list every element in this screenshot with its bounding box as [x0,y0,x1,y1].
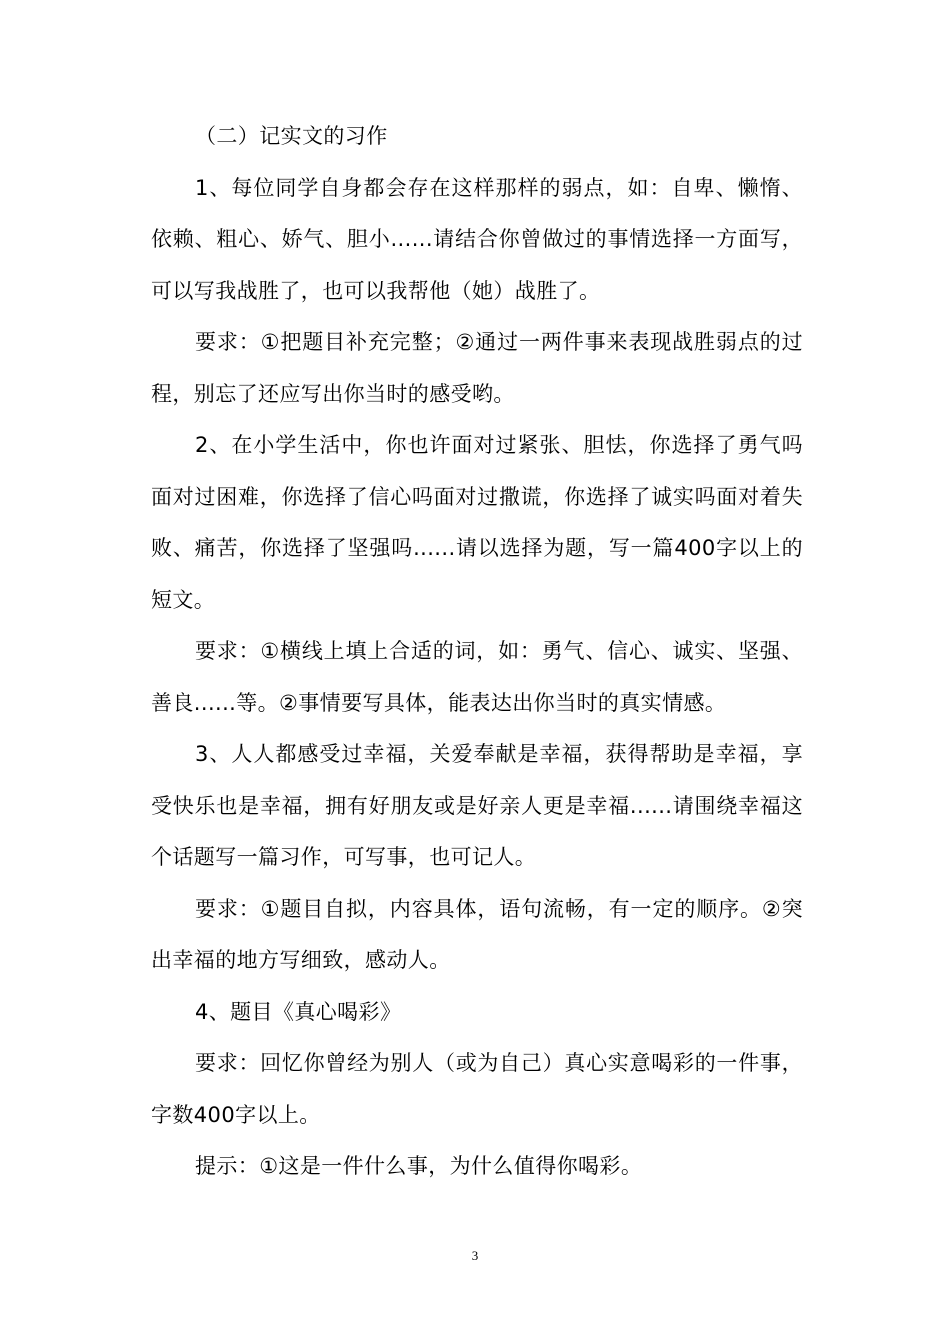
prompt-3: 3、人人都感受过幸福，关爱奉献是幸福，获得帮助是幸福，享受快乐也是幸福，拥有好朋友或是好亲人更是幸福......请围绕幸福这个话题写一篇习作，可写事，也可记人。 [151,742,803,869]
document-body [151,111,803,1193]
page-number: 3 [471,1248,479,1263]
requirement-2: 要求：①横线上填上合适的词，如：勇气、信心、诚实、坚强、善良......等。②事情要写具体，能表达出你当时的真实情感。 [151,639,803,715]
prompt-1: 1、每位同学自身都会存在这样那样的弱点，如：自卑、懒惰、依赖、粗心、娇气、胆小......请结合你曾做过的事情选择一方面写，可以写我战胜了，也可以我帮他（她）战胜了。 [151,175,803,303]
requirement-3: 要求：①题目自拟，内容具体，语句流畅，有一定的顺序。②突出幸福的地方写细致，感动人。 [151,896,803,972]
hint-4: 提示：①这是一件什么事，为什么值得你喝彩。 [195,1154,643,1178]
requirement-4: 要求：回忆你曾经为别人（或为自己）真心实意喝彩的一件事，字数400字以上。 [151,1051,803,1127]
prompt-4-title: 4、题目《真心喝彩》 [195,999,402,1024]
section-heading: （二）记实文的习作 [195,124,388,148]
prompt-2: 2、在小学生活中，你也许面对过紧张、胆怯，你选择了勇气吗面对过困难，你选择了信心吗面对过撒谎，你选择了诚实吗面对着失败、痛苦，你选择了坚强吗......请以选择为题，写一篇400字以上的短文。 [151,433,803,612]
requirement-1: 要求：①把题目补充完整；②通过一两件事来表现战胜弱点的过程，别忘了还应写出你当时的感受哟。 [151,330,803,406]
